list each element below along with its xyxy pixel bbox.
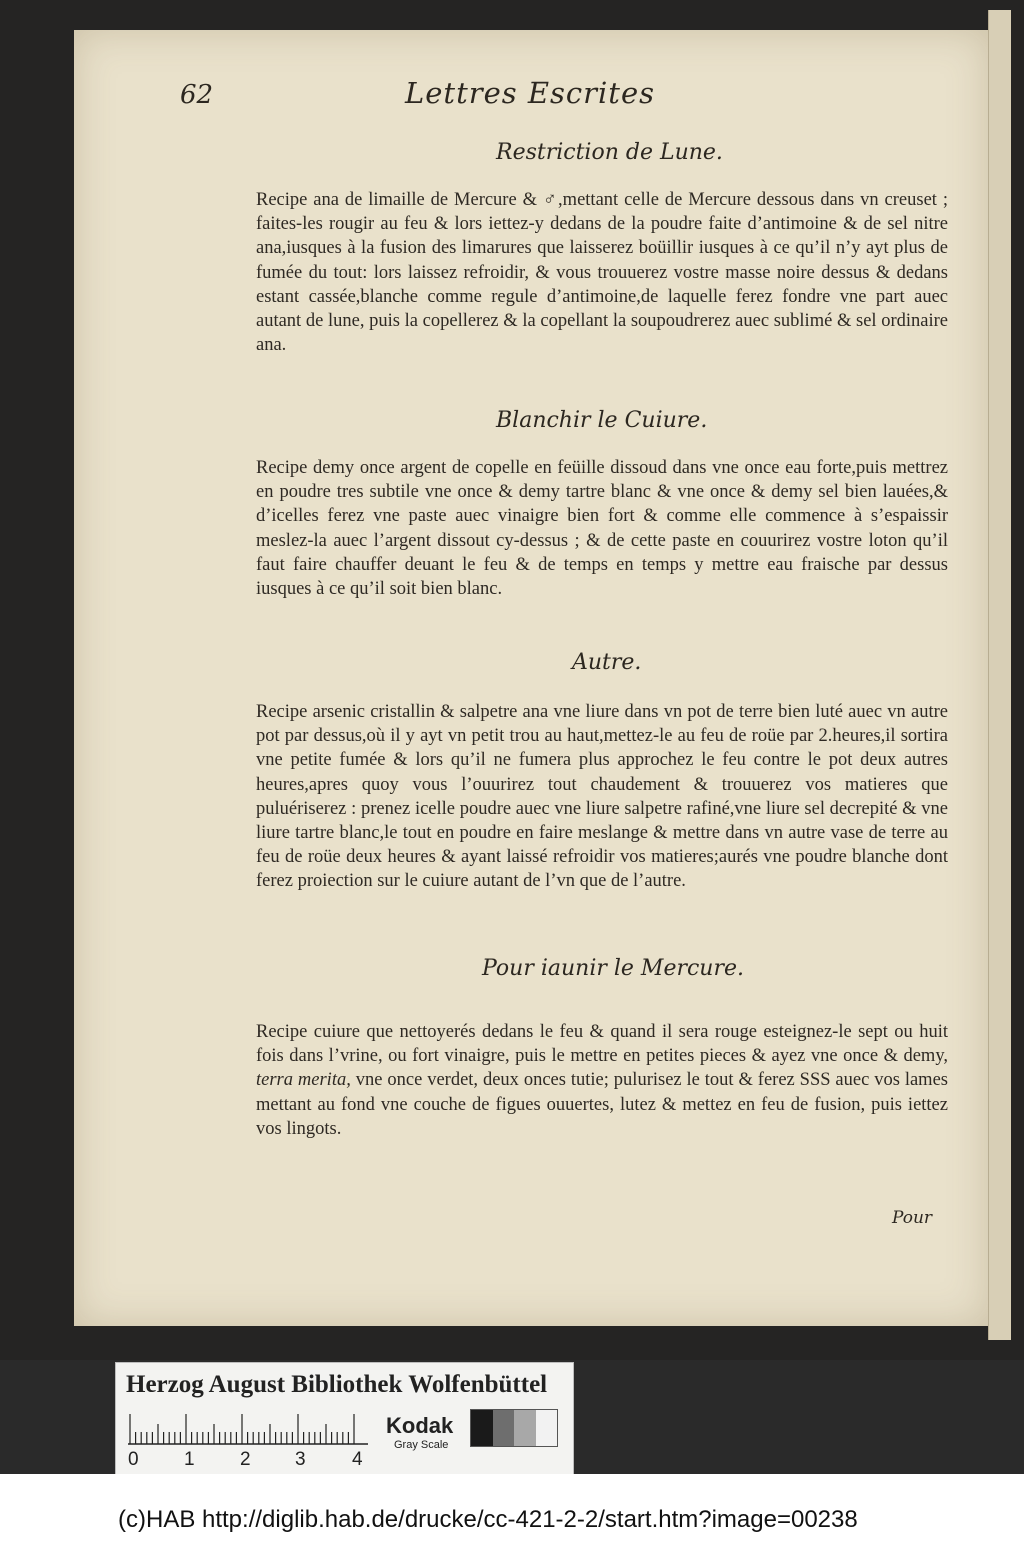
swatch: [536, 1410, 558, 1446]
swatch: [471, 1410, 493, 1446]
institution-name: Herzog August Bibliothek Wolfenbüttel: [126, 1371, 548, 1398]
ruler-number: 1: [184, 1449, 195, 1470]
text-part: vne once verdet, deux onces tutie; pulurisez le tout & ferez SSS auec vos lames mettant au fond vne couche de figues ouuertes, lutez & mettez en feu de fusion, puis iettez vos lingots.: [256, 1070, 948, 1139]
ruler-number: 2: [240, 1449, 251, 1470]
kodak-logo: Kodak: [386, 1413, 454, 1438]
ruler-number: 4: [352, 1449, 363, 1470]
page-number: 62: [180, 80, 214, 110]
section-title-restriction: Restriction de Lune.: [496, 140, 723, 165]
section-title-blanchir: Blanchir le Cuiure.: [496, 408, 708, 433]
ruler-numbers: [124, 1449, 384, 1471]
ruler-scale: [128, 1413, 378, 1445]
running-title: Lettres Escrites: [405, 76, 655, 110]
swatch: [493, 1410, 515, 1446]
grayscale-label: Gray Scale: [394, 1439, 449, 1451]
section-title-iaunir: Pour iaunir le Mercure.: [482, 956, 745, 981]
page-edge: [988, 10, 1011, 1340]
section-text-restriction: Recipe ana de limaille de Mercure & ♂,mettant celle de Mercure dessous dans vn creuset ; faites-les rougir au feu & lors iettez-y dedans de la poudre faite d’antimoine & de sel nitre ana,iusques à la fusion des limarures que laisserez boüillir iusques à ce qu’il n’y ayt plus de fumée du tout: lors laissez refroidir, & vous trouuerez vostre masse noire dessus & dedans estant cassée,blanche comme regule d’antimoine,de laquelle ferez fondre vne part auec autant de lune, puis la copellerez & la copellant la soupoudrerez auec sublimé & sel ordinaire ana.: [256, 190, 948, 356]
calibration-card: [115, 1362, 574, 1476]
section-text-iaunir: [256, 1020, 948, 1141]
gray-swatches: [470, 1409, 558, 1447]
footer-credit: (c)HAB http://diglib.hab.de/drucke/cc-421-2-2/start.htm?image=00238: [118, 1506, 858, 1533]
text-part: Recipe cuiure que nettoyerés dedans le feu & quand il sera rouge esteignez-le sept ou huit fois dans l’vrine, ou fort vinaigre, puis le mettre en petites pieces & ayez vne once & demy,: [256, 1022, 948, 1067]
italic-term: terra merita,: [256, 1070, 351, 1091]
footer-bar: [0, 1474, 1024, 1549]
section-text-blanchir: Recipe demy once argent de copelle en feüille dissoud dans vne once eau forte,puis mettrez en poudre tres subtile vne once & demy tartre blanc & vne once & demy sel bien lauées,& d’icelles ferez vne paste auec vinaigre bien fort & comme elle commence à s’espaissir meslez-la auec l’argent dissout cy-dessus ; & de cette paste en couurirez vostre loton qu’il faut faire chauffer deuant le feu & de temps en temps y mettre eau fraische par dessus iusques à ce qu’il soit bien blanc.: [256, 458, 948, 600]
catchword: Pour: [892, 1208, 933, 1228]
section-text-autre: Recipe arsenic cristallin & salpetre ana vne liure dans vn pot de terre bien luté auec vn autre pot par dessus,où il y ayt vn petit trou au haut,mettez-le au feu de roüe par 2.heures,il sortira vne petite fumée & lors qu’il ne fumera plus approchez le feu contre le pot deux autres heures,apres quoy vous l’ouurirez tout chaudement & trouuerez vos matieres que puluériserez : prenez icelle poudre auec vne liure salpetre rafiné,vne liure sel decrepité & vne liure tartre blanc,le tout en poudre en faire meslange & mettre dans vn autre vase de terre au feu de roüe deux heures & ayant laissé refroidir vos matieres;aurés vne poudre blanche dont ferez proiection sur le cuiure autant de l’vn que de l’autre.: [256, 702, 948, 892]
ruler-number: 0: [128, 1449, 139, 1470]
ruler-number: 3: [295, 1449, 306, 1470]
section-title-autre: Autre.: [572, 650, 642, 675]
swatch: [514, 1410, 536, 1446]
